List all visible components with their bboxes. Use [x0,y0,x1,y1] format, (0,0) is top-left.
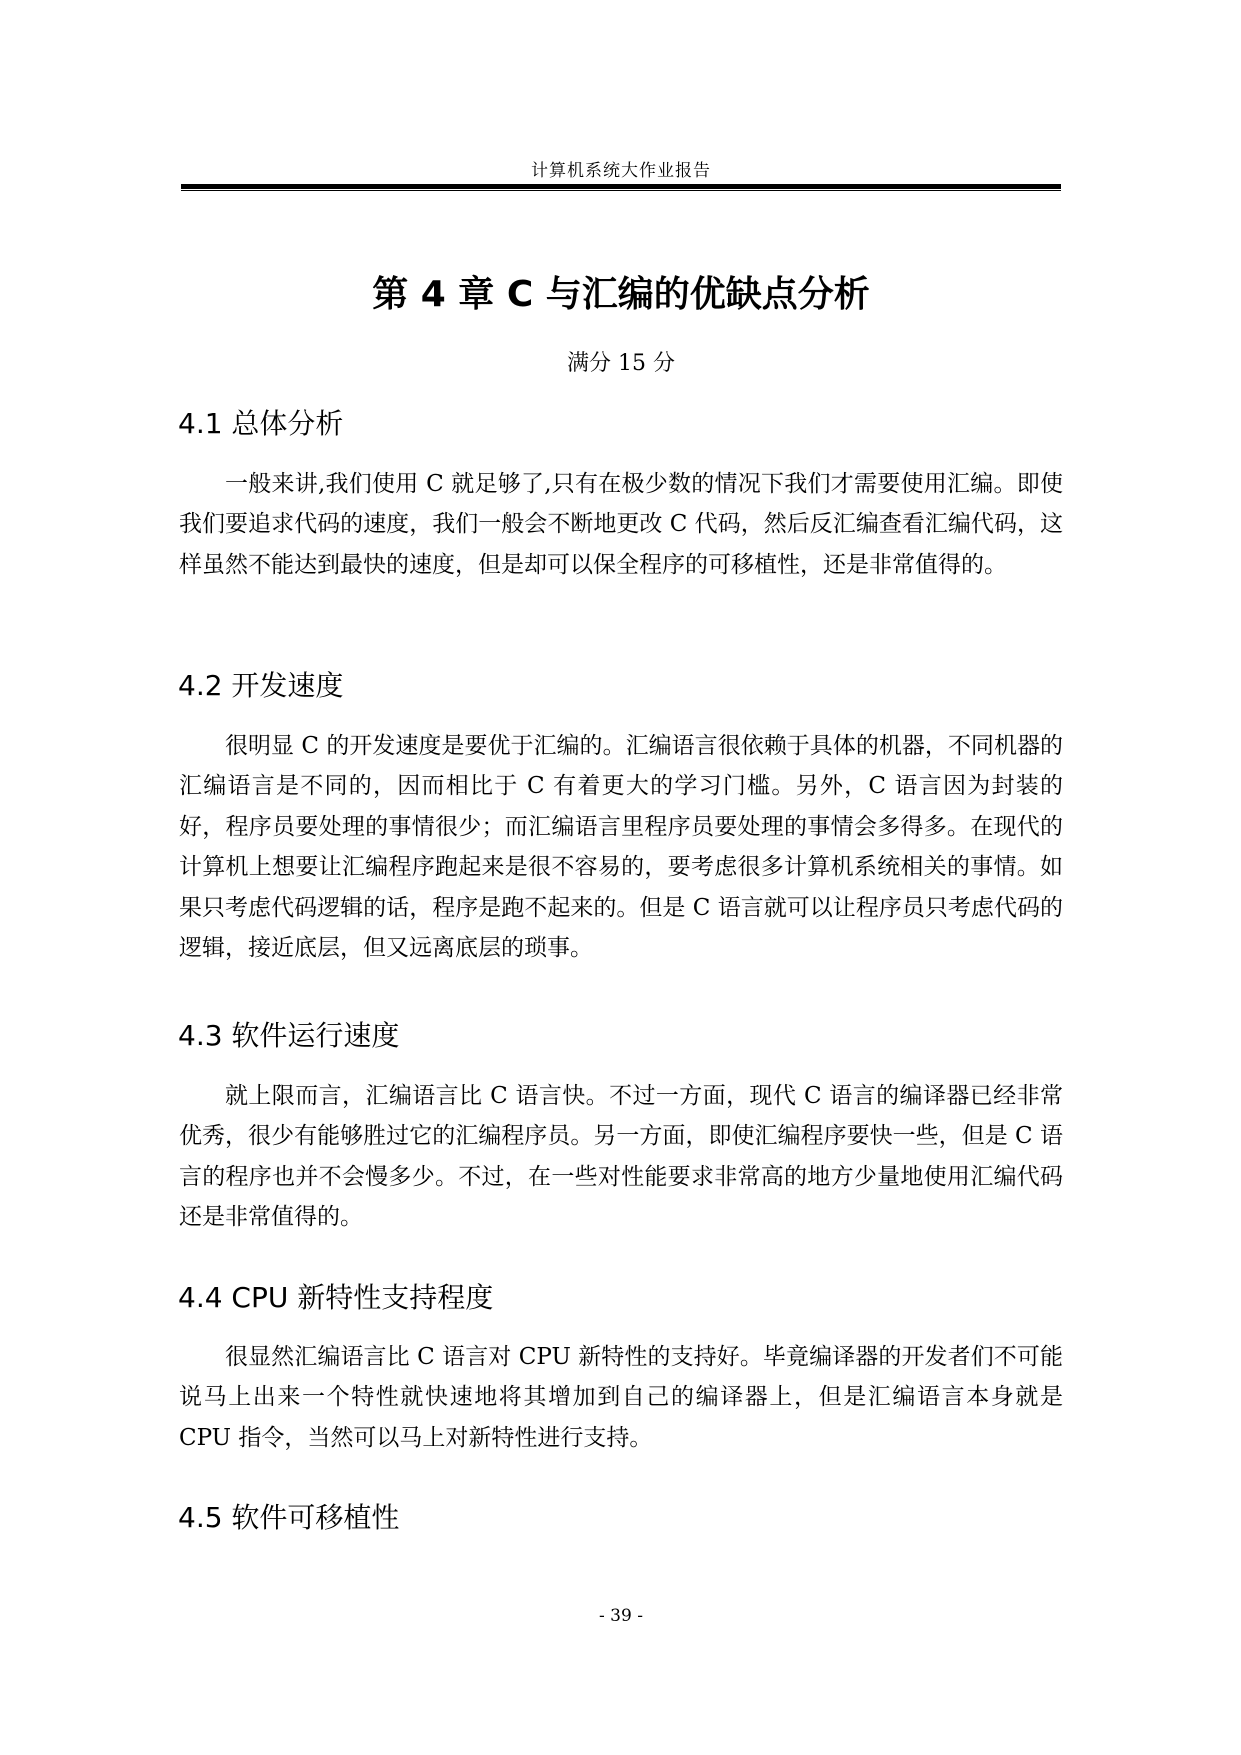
running-header: 计算机系统大作业报告 [531,161,711,181]
section-heading-4-4: 4.4 CPU 新特性支持程度 [178,1281,494,1314]
header-rule [181,184,1061,189]
header-rule-thin [181,190,1061,191]
chapter-score: 满分 15 分 [567,351,675,376]
section-heading-4-3: 4.3 软件运行速度 [178,1019,400,1052]
page-number: - 39 - [599,1606,643,1626]
section-paragraph-4-1: 一般来讲,我们使用 C 就足够了,只有在极少数的情况下我们才需要使用汇编。即使我们要追求代码的速度，我们一般会不断地更改 C 代码，然后反汇编查看汇编代码，这样虽然不能达到最快的速度，但是却可以保全程序的可移植性，还是非常值得的。 [179,471,1063,578]
section-paragraph-4-3: 就上限而言，汇编语言比 C 语言快。不过一方面，现代 C 语言的编译器已经非常优秀，很少有能够胜过它的汇编程序员。另一方面，即使汇编程序要快一些，但是 C 语言的程序也并不会慢多少。不过，在一些对性能要求非常高的地方少量地使用汇编代码还是非常值得的。 [179,1083,1063,1231]
section-paragraph-4-4: 很显然汇编语言比 C 语言对 CPU 新特性的支持好。毕竟编译器的开发者们不可能说马上出来一个特性就快速地将其增加到自己的编译器上，但是汇编语言本身就是 CPU 指令，当然可以马上对新特性进行支持。 [179,1344,1063,1451]
section-heading-4-5: 4.5 软件可移植性 [178,1501,400,1534]
chapter-title: 第 4 章 C 与汇编的优缺点分析 [372,274,870,315]
section-heading-4-2: 4.2 开发速度 [178,669,344,702]
section-heading-4-1: 4.1 总体分析 [178,407,344,440]
section-paragraph-4-2: 很明显 C 的开发速度是要优于汇编的。汇编语言很依赖于具体的机器，不同机器的汇编语言是不同的，因而相比于 C 有着更大的学习门槛。另外，C 语言因为封装的好，程序员要处理的事情很少；而汇编语言里程序员要处理的事情会多得多。在现代的计算机上想要让汇编程序跑起来是很不容易的，要考虑很多计算机系统相关的事情。如果只考虑代码逻辑的话，程序是跑不起来的。但是 C 语言就可以让程序员只考虑代码的逻辑，接近底层，但又远离底层的琐事。 [179,733,1063,962]
